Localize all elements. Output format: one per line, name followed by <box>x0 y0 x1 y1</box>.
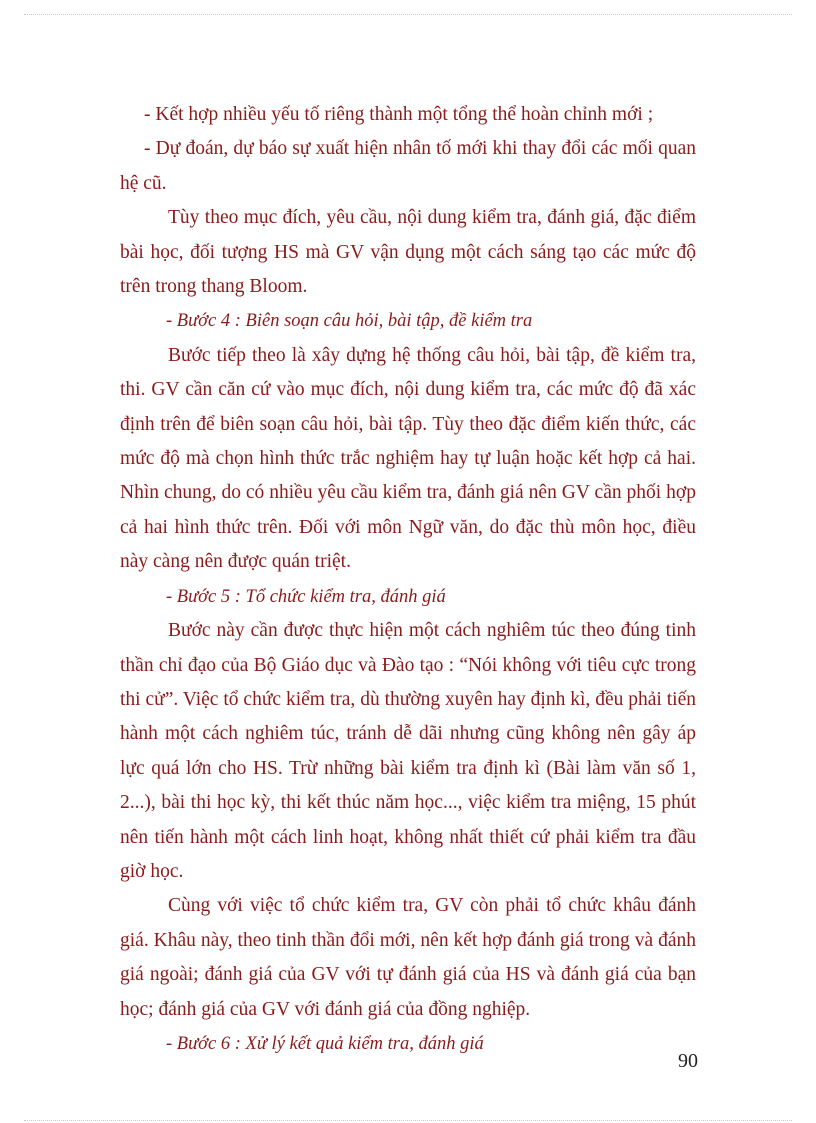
paragraph-step-4: Bước tiếp theo là xây dựng hệ thống câu hỏi, bài tập, đề kiểm tra, thi. GV cần căn cứ vào mục đích, nội dung kiểm tra, các mức độ đã xác định trên để biên soạn câu hỏi, bài tập. Tùy theo đặc điểm kiến thức, các mức độ mà chọn hình thức trắc nghiệm hay tự luận hoặc kết hợp cả hai. Nhìn chung, do có nhiều yêu cầu kiểm tra, đánh giá nên GV cần phối hợp cả hai hình thức trên. Đối với môn Ngữ văn, do đặc thù môn học, điều này càng nên được quán triệt. <box>120 344 696 573</box>
body-text <box>120 98 696 1061</box>
step-5-heading: - Bước 5 : Tổ chức kiểm tra, đánh giá <box>166 586 446 607</box>
paragraph-step-5: Bước này cần được thực hiện một cách nghiêm túc theo đúng tinh thần chỉ đạo của Bộ Giáo dục và Đào tạo : “Nói không với tiêu cực trong thi cử”. Việc tổ chức kiểm tra, dù thường xuyên hay định kì, đều phải tiến hành một cách nghiêm túc, tránh dễ dãi nhưng cũng không nên gây áp lực quá lớn cho HS. Trừ những bài kiểm tra định kì (Bài làm văn số 1, 2...), bài thi học kỳ, thi kết thúc năm học..., việc kiểm tra miệng, 15 phút nên tiến hành một cách linh hoạt, không nhất thiết cứ phải kiểm tra đầu giờ học. <box>120 620 696 882</box>
paragraph-evaluation: Cùng với việc tổ chức kiểm tra, GV còn phải tổ chức khâu đánh giá. Khâu này, theo tinh thần đổi mới, nên kết hợp đánh giá trong và đánh giá ngoài; đánh giá của GV với tự đánh giá của HS và đánh giá của bạn học; đánh giá của GV với đánh giá của đồng nghiệp. <box>120 895 696 1020</box>
page-number: 90 <box>678 1050 698 1072</box>
bottom-dotted-border <box>24 1120 792 1121</box>
paragraph-bloom: Tùy theo mục đích, yêu cầu, nội dung kiểm tra, đánh giá, đặc điểm bài học, đối tượng HS mà GV vận dụng một cách sáng tạo các mức độ trên trong thang Bloom. <box>120 207 696 298</box>
bullet-predict: - Dự đoán, dự báo sự xuất hiện nhân tố mới khi thay đổi các mối quan hệ cũ. <box>120 138 696 194</box>
bullet-combine: - Kết hợp nhiều yếu tố riêng thành một tổng thể hoàn chỉnh mới ; <box>144 104 654 125</box>
step-6-heading: - Bước 6 : Xử lý kết quả kiểm tra, đánh giá <box>166 1033 484 1054</box>
step-4-heading: - Bước 4 : Biên soạn câu hỏi, bài tập, đề kiểm tra <box>166 311 533 332</box>
top-dotted-border <box>24 14 792 15</box>
